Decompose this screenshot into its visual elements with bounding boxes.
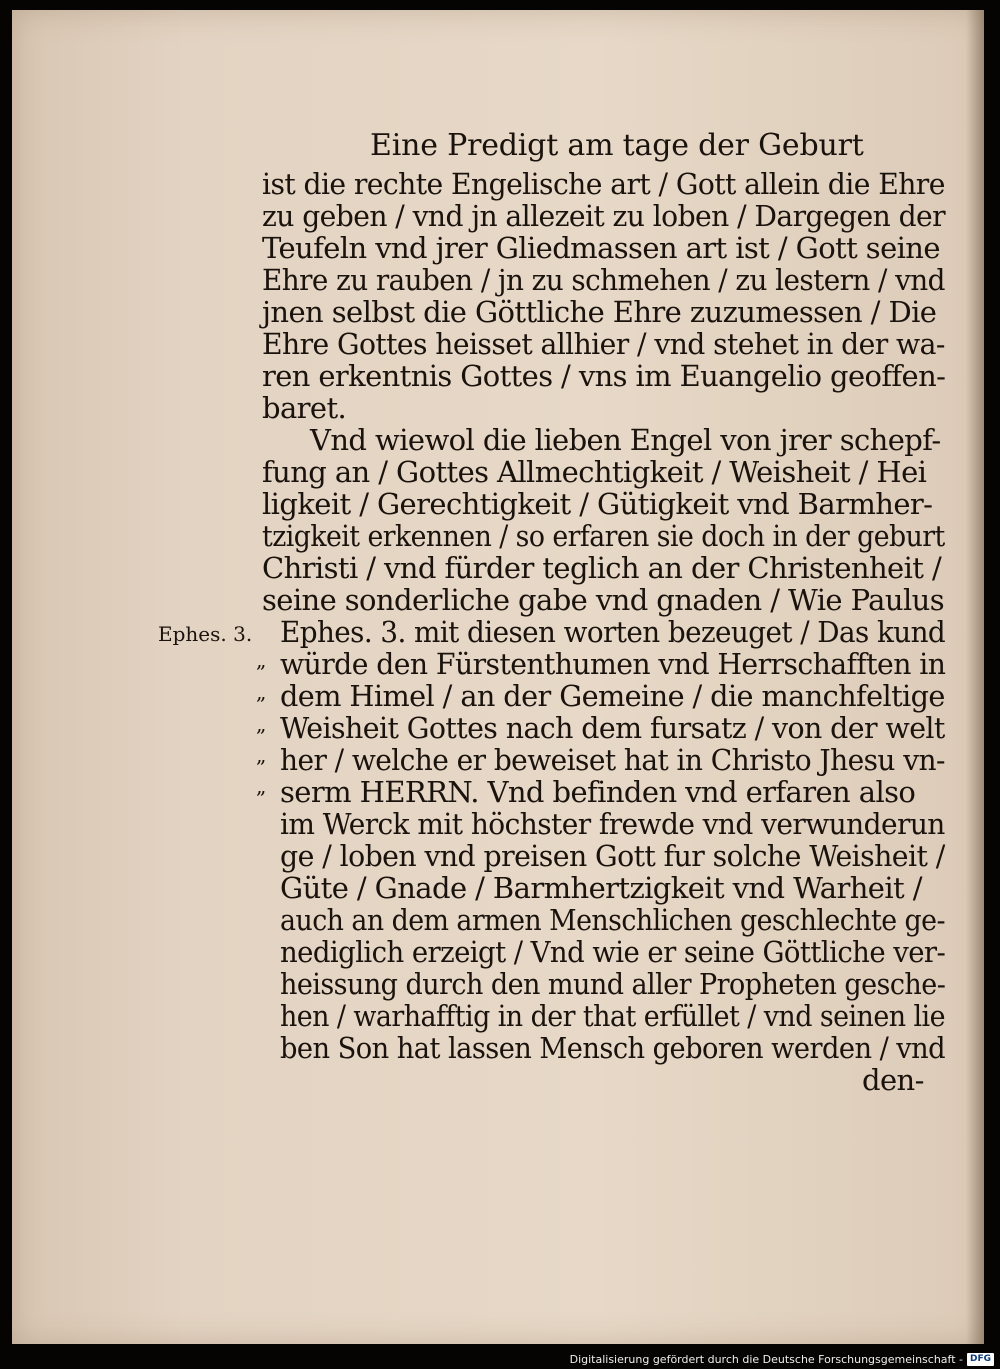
text-line: nediglich erzeigt / Vnd wie er seine Göttliche ver- xyxy=(280,935,946,969)
text-line: seine sonderliche gabe vnd gnaden / Wie Paulus xyxy=(262,583,944,617)
text-line: tzigkeit erkennen / so erfaren sie doch in der geburt xyxy=(262,519,945,553)
running-head: Eine Predigt am tage der Geburt xyxy=(370,128,864,163)
text-line: im Werck mit höchster frewde vnd verwunderun xyxy=(280,807,945,841)
text-line: zu geben / vnd jn allezeit zu loben / Dargegen der xyxy=(262,199,946,233)
quote-mark: „ xyxy=(256,774,267,798)
quote-mark: „ xyxy=(256,680,267,704)
text-line: Christi / vnd fürder teglich an der Christenheit / xyxy=(262,551,942,585)
margin-note: Ephes. 3. xyxy=(158,622,253,646)
quote-mark: „ xyxy=(256,648,267,672)
text-line: heissung durch den mund aller Propheten gesche- xyxy=(280,967,946,1001)
text-line: serm HERRN. Vnd befinden vnd erfaren also xyxy=(280,775,916,809)
text-line: auch an dem armen Menschlichen geschlechte ge- xyxy=(280,903,946,937)
text-line: Ehre Gottes heisset allhier / vnd stehet in der wa- xyxy=(262,327,945,361)
text-line: hen / warhafftig in der that erfüllet / vnd seinen lie xyxy=(280,999,945,1033)
text-line: ren erkentnis Gottes / vns im Euangelio geoffen- xyxy=(262,359,946,393)
text-line: Ephes. 3. mit diesen worten bezeuget / Das kund xyxy=(280,615,946,649)
text-line: baret. xyxy=(262,391,347,425)
text-line: ligkeit / Gerechtigkeit / Gütigkeit vnd Barmher- xyxy=(262,487,933,521)
binding-shadow xyxy=(966,10,984,1344)
footer-text: Digitalisierung gefördert durch die Deutsche Forschungsgemeinschaft - xyxy=(569,1352,963,1366)
dfg-footer xyxy=(570,1351,994,1367)
text-line: ist die rechte Engelische art / Gott allein die Ehre xyxy=(262,167,945,201)
text-line: her / welche er beweiset hat in Christo Jhesu vn- xyxy=(280,743,945,777)
text-line: Vnd wiewol die lieben Engel von jrer schepf- xyxy=(310,423,941,457)
text-line: ben Son hat lassen Mensch geboren werden / vnd xyxy=(280,1031,946,1065)
catchword: den- xyxy=(862,1063,924,1097)
text-line: jnen selbst die Göttliche Ehre zuzumessen / Die xyxy=(262,295,937,329)
text-line: dem Himel / an der Gemeine / die manchfeltige xyxy=(280,679,945,713)
text-line: Güte / Gnade / Barmhertzigkeit vnd Warheit / xyxy=(280,871,922,905)
quote-mark: „ xyxy=(256,743,267,767)
text-line: Weisheit Gottes nach dem fursatz / von der welt xyxy=(280,711,945,745)
text-line: ge / loben vnd preisen Gott fur solche Weisheit / xyxy=(280,839,945,873)
quote-mark: „ xyxy=(256,712,267,736)
text-line: Ehre zu rauben / jn zu schmehen / zu lestern / vnd xyxy=(262,263,945,297)
text-line: würde den Fürstenthumen vnd Herrschafften in xyxy=(280,647,946,681)
text-line: Teufeln vnd jrer Gliedmassen art ist / Gott seine xyxy=(262,231,940,265)
text-line: fung an / Gottes Allmechtigkeit / Weisheit / Hei xyxy=(262,455,927,489)
dfg-logo: DFG xyxy=(967,1353,994,1366)
